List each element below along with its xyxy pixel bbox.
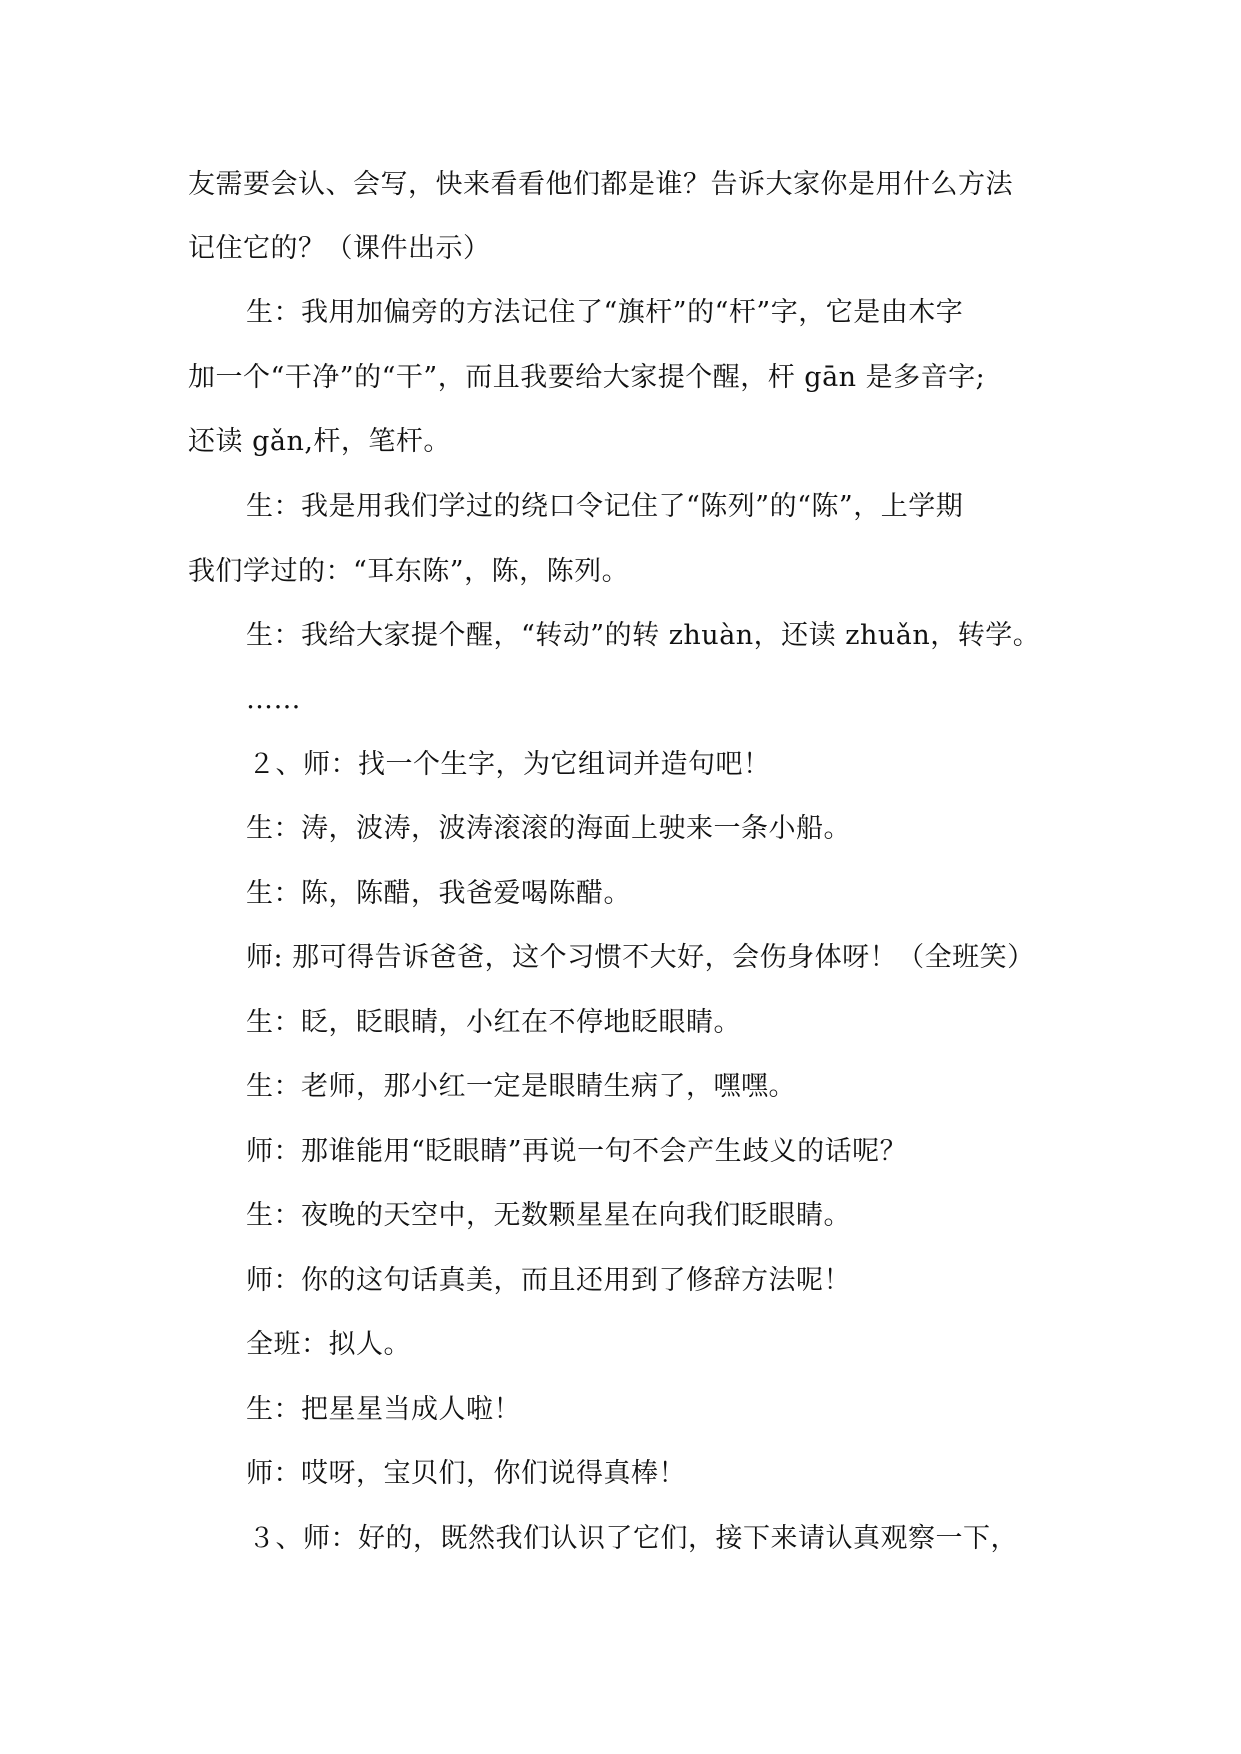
- text-line-21: 师：哎呀，宝贝们，你们说得真棒！: [246, 1458, 686, 1489]
- text-line-3: 生：我用加偏旁的方法记住了“旗杆”的“杆”字，它是由木字: [246, 297, 964, 328]
- text-line-11: 生：涛，波涛，波涛滚滚的海面上驶来一条小船。: [246, 813, 851, 844]
- text-line-4: 加一个“干净”的“干”，而且我要给大家提个醒，杆 gān 是多音字;: [188, 362, 986, 393]
- text-line-6: 生：我是用我们学过的绕口令记住了“陈列”的“陈”，上学期: [246, 491, 964, 522]
- text-line-13: 师: 那可得告诉爸爸，这个习惯不大好，会伤身体呀！（全班笑）: [246, 942, 1035, 973]
- text-line-7: 我们学过的：“耳东陈”，陈，陈列。: [188, 556, 630, 587]
- section-heading-3: ３、师：好的，既然我们认识了它们，接下来请认真观察一下，: [248, 1523, 1018, 1554]
- text-line-12: 生：陈，陈醋，我爸爱喝陈醋。: [246, 878, 631, 909]
- text-line-17: 生：夜晚的天空中，无数颗星星在向我们眨眼睛。: [246, 1200, 851, 1231]
- section-heading-2: ２、师：找一个生字，为它组词并造句吧！: [248, 749, 771, 780]
- text-line-16: 师：那谁能用“眨眼睛”再说一句不会产生歧义的话呢？: [246, 1136, 908, 1167]
- text-line-8: 生：我给大家提个醒，“转动”的转 zhuàn，还读 zhuǎn，转学。: [246, 620, 1041, 651]
- text-line-15: 生：老师，那小红一定是眼睛生病了，嘿嘿。: [246, 1071, 796, 1102]
- text-line-14: 生：眨，眨眼睛，小红在不停地眨眼睛。: [246, 1007, 741, 1038]
- text-line-1: 友需要会认、会写，快来看看他们都是谁？告诉大家你是用什么方法: [188, 169, 1013, 200]
- text-line-18: 师：你的这句话真美，而且还用到了修辞方法呢！: [246, 1265, 851, 1296]
- text-line-19: 全班：拟人。: [246, 1329, 411, 1360]
- text-line-2: 记住它的？（课件出示）: [188, 233, 491, 264]
- text-line-20: 生：把星星当成人啦！: [246, 1394, 521, 1425]
- text-line-5: 还读 gǎn,杆，笔杆。: [188, 426, 451, 457]
- ellipsis-line: ……: [246, 684, 301, 715]
